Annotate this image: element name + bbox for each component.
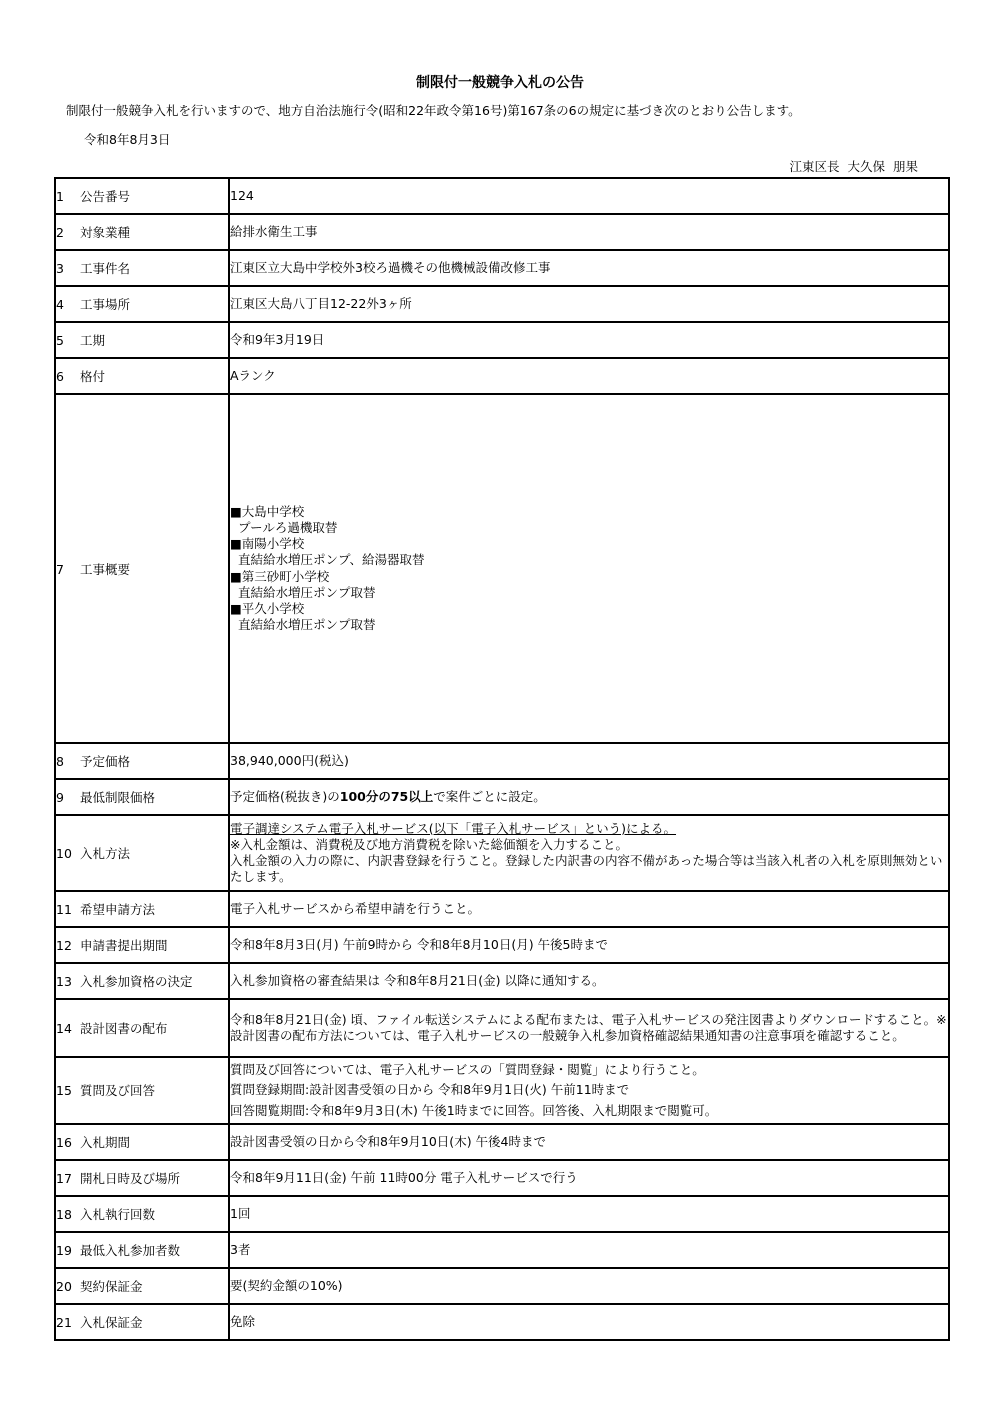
row-number: 2 (56, 225, 64, 240)
intro-text: 制限付一般競争入札を行いますので、地方自治法施行令(昭和22年政令第16号)第167条の6の規定に基づき次のとおり公告します。 (66, 103, 801, 118)
table-row (55, 891, 949, 927)
row-value: Aランク (229, 358, 949, 394)
row-number: 8 (56, 754, 64, 769)
table-row (55, 927, 949, 963)
row-label (55, 1057, 229, 1124)
row-value: 1回 (229, 1196, 949, 1232)
row-value: 3者 (229, 1232, 949, 1268)
signer: 江東区長 大久保 朋果 (789, 159, 918, 174)
row-number: 4 (56, 297, 64, 312)
row-number: 16 (56, 1134, 72, 1150)
row-number: 18 (56, 1206, 72, 1222)
row-number: 1 (56, 189, 64, 204)
row-number: 5 (56, 333, 64, 348)
row-value: 令和9年3月19日 (229, 322, 949, 358)
row-label (55, 322, 229, 358)
table-row (55, 779, 949, 815)
page-title: 制限付一般競争入札の公告 (416, 75, 584, 91)
row-label-text: 工事件名 (80, 261, 131, 276)
work-item: 直結給水増圧ポンプ取替 (238, 584, 376, 600)
table-row (55, 815, 949, 891)
table-row (55, 1160, 949, 1196)
row-value: 令和8年8月21日(金) 頃、ファイル転送システムによる配布または、電子入札サービスの発注図書よりダウンロードすること。※設計図書の配布方法については、電子入札サービスの一般競争入札参加資格確認結果通知書の注意事項を確認すること。 (229, 999, 949, 1057)
row-label (55, 1196, 229, 1232)
row-number: 13 (56, 974, 72, 989)
row-number: 15 (56, 1083, 72, 1099)
row-label (55, 178, 229, 214)
value-line: 入札金額の入力の際に、内訳書登録を行うこと。登録した内訳書の内容不備があった場合等は当該入札者の入札を原則無効といたします。 (230, 853, 943, 885)
row-number: 20 (56, 1278, 72, 1294)
row-label (55, 999, 229, 1057)
row-label (55, 927, 229, 963)
row-value (229, 394, 949, 743)
row-label (55, 815, 229, 891)
table-row (55, 1196, 949, 1232)
row-number: 9 (56, 790, 64, 805)
row-value: 江東区大島八丁目12-22外3ヶ所 (229, 286, 949, 322)
row-number: 12 (56, 938, 72, 953)
row-label (55, 286, 229, 322)
row-label-text: 工事概要 (80, 561, 131, 577)
row-value: 江東区立大島中学校外3校ろ過機その他機械設備改修工事 (229, 250, 949, 286)
value-line: 回答閲覧期間:令和8年9月3日(木) 午後1時までに回答。回答後、入札期限まで閲覧可。 (230, 1102, 718, 1118)
row-value: 要(契約金額の10%) (229, 1268, 949, 1304)
row-label-text: 対象業種 (80, 225, 131, 240)
row-value: 入札参加資格の審査結果は 令和8年8月21日(金) 以降に通知する。 (229, 963, 949, 999)
row-label-text: 質問及び回答 (80, 1083, 156, 1099)
value-text: 予定価格(税抜き)の (230, 788, 340, 804)
row-label (55, 1232, 229, 1268)
table-row (55, 743, 949, 779)
row-value: 免除 (229, 1304, 949, 1340)
row-label-text: 工期 (80, 333, 106, 348)
row-label (55, 891, 229, 927)
row-number: 11 (56, 902, 72, 917)
row-label-text: 契約保証金 (80, 1278, 143, 1294)
table-row (55, 1232, 949, 1268)
table-row (55, 178, 949, 214)
row-value: 設計図書受領の日から令和8年9月10日(木) 午後4時まで (229, 1124, 949, 1160)
table-row (55, 1124, 949, 1160)
row-label-text: 入札執行回数 (80, 1206, 156, 1222)
table-row (55, 963, 949, 999)
row-value (229, 1057, 949, 1124)
row-value: 38,940,000円(税込) (229, 743, 949, 779)
table-row (55, 358, 949, 394)
row-number: 3 (56, 261, 64, 276)
value-line: 質問及び回答については、電子入札サービスの「質問登録・閲覧」により行うこと。 (230, 1062, 705, 1077)
row-number: 14 (56, 1021, 72, 1036)
row-label-text: 格付 (80, 369, 106, 384)
row-number: 21 (56, 1314, 72, 1330)
school-name: ■大島中学校 (230, 503, 305, 519)
table-row (55, 999, 949, 1057)
notice-date: 令和8年8月3日 (84, 132, 171, 147)
row-label (55, 1124, 229, 1160)
school-name: ■南陽小学校 (230, 536, 305, 551)
row-label-text: 開札日時及び場所 (80, 1170, 181, 1186)
work-item: 直結給水増圧ポンプ取替 (238, 617, 376, 633)
value-line: ※入札金額は、消費税及び地方消費税を除いた総価額を入力すること。 (230, 836, 628, 852)
value-emphasis: 100分の75以上 (339, 788, 434, 804)
row-value: 令和8年9月11日(金) 午前 11時00分 電子入札サービスで行う (229, 1160, 949, 1196)
row-label-text: 入札保証金 (80, 1314, 143, 1330)
row-label (55, 394, 229, 743)
row-value: 124 (229, 178, 949, 214)
row-label (55, 963, 229, 999)
row-label-text: 公告番号 (80, 189, 131, 204)
row-number: 7 (56, 561, 64, 577)
table-row (55, 1304, 949, 1340)
row-label (55, 1304, 229, 1340)
row-number: 17 (56, 1170, 72, 1186)
row-label (55, 779, 229, 815)
table-row (55, 250, 949, 286)
row-value (229, 815, 949, 891)
row-label (55, 358, 229, 394)
table-row (55, 322, 949, 358)
row-value (229, 779, 949, 815)
row-label (55, 743, 229, 779)
work-item: プールろ過機取替 (238, 519, 338, 535)
row-label (55, 1268, 229, 1304)
row-label (55, 1160, 229, 1196)
school-name: ■平久小学校 (230, 601, 305, 616)
value-line: 電子調達システム電子入札サービス(以下「電子入札サービス」という)による。 (230, 820, 677, 836)
row-label-text: 申請書提出期間 (80, 938, 168, 953)
row-label-text: 入札参加資格の決定 (80, 974, 193, 989)
row-number: 6 (56, 369, 64, 384)
row-label (55, 214, 229, 250)
row-value: 給排水衛生工事 (229, 214, 949, 250)
table-row (55, 286, 949, 322)
row-label-text: 希望申請方法 (80, 902, 156, 917)
work-item: 直結給水増圧ポンプ、給湯器取替 (238, 552, 425, 568)
row-label-text: 予定価格 (80, 754, 131, 769)
row-value: 令和8年8月3日(月) 午前9時から 令和8年8月10日(月) 午後5時まで (229, 927, 949, 963)
table-row (55, 214, 949, 250)
row-value: 電子入札サービスから希望申請を行うこと。 (229, 891, 949, 927)
table-row (55, 1057, 949, 1124)
table-row (55, 1268, 949, 1304)
row-label-text: 工事場所 (80, 297, 131, 312)
value-line: 質問登録期間:設計図書受領の日から 令和8年9月1日(火) 午前11時まで (230, 1082, 630, 1098)
row-number: 19 (56, 1242, 72, 1258)
row-number: 10 (56, 846, 72, 861)
notice-table (54, 177, 950, 1341)
row-label-text: 最低制限価格 (80, 790, 156, 805)
row-label-text: 最低入札参加者数 (80, 1242, 181, 1258)
row-label (55, 250, 229, 286)
row-label-text: 入札期間 (80, 1134, 131, 1150)
value-text: で案件ごとに設定。 (433, 788, 546, 804)
school-name: ■第三砂町小学校 (230, 568, 330, 584)
row-label-text: 設計図書の配布 (80, 1021, 168, 1036)
row-label-text: 入札方法 (80, 846, 131, 861)
table-row (55, 394, 949, 743)
